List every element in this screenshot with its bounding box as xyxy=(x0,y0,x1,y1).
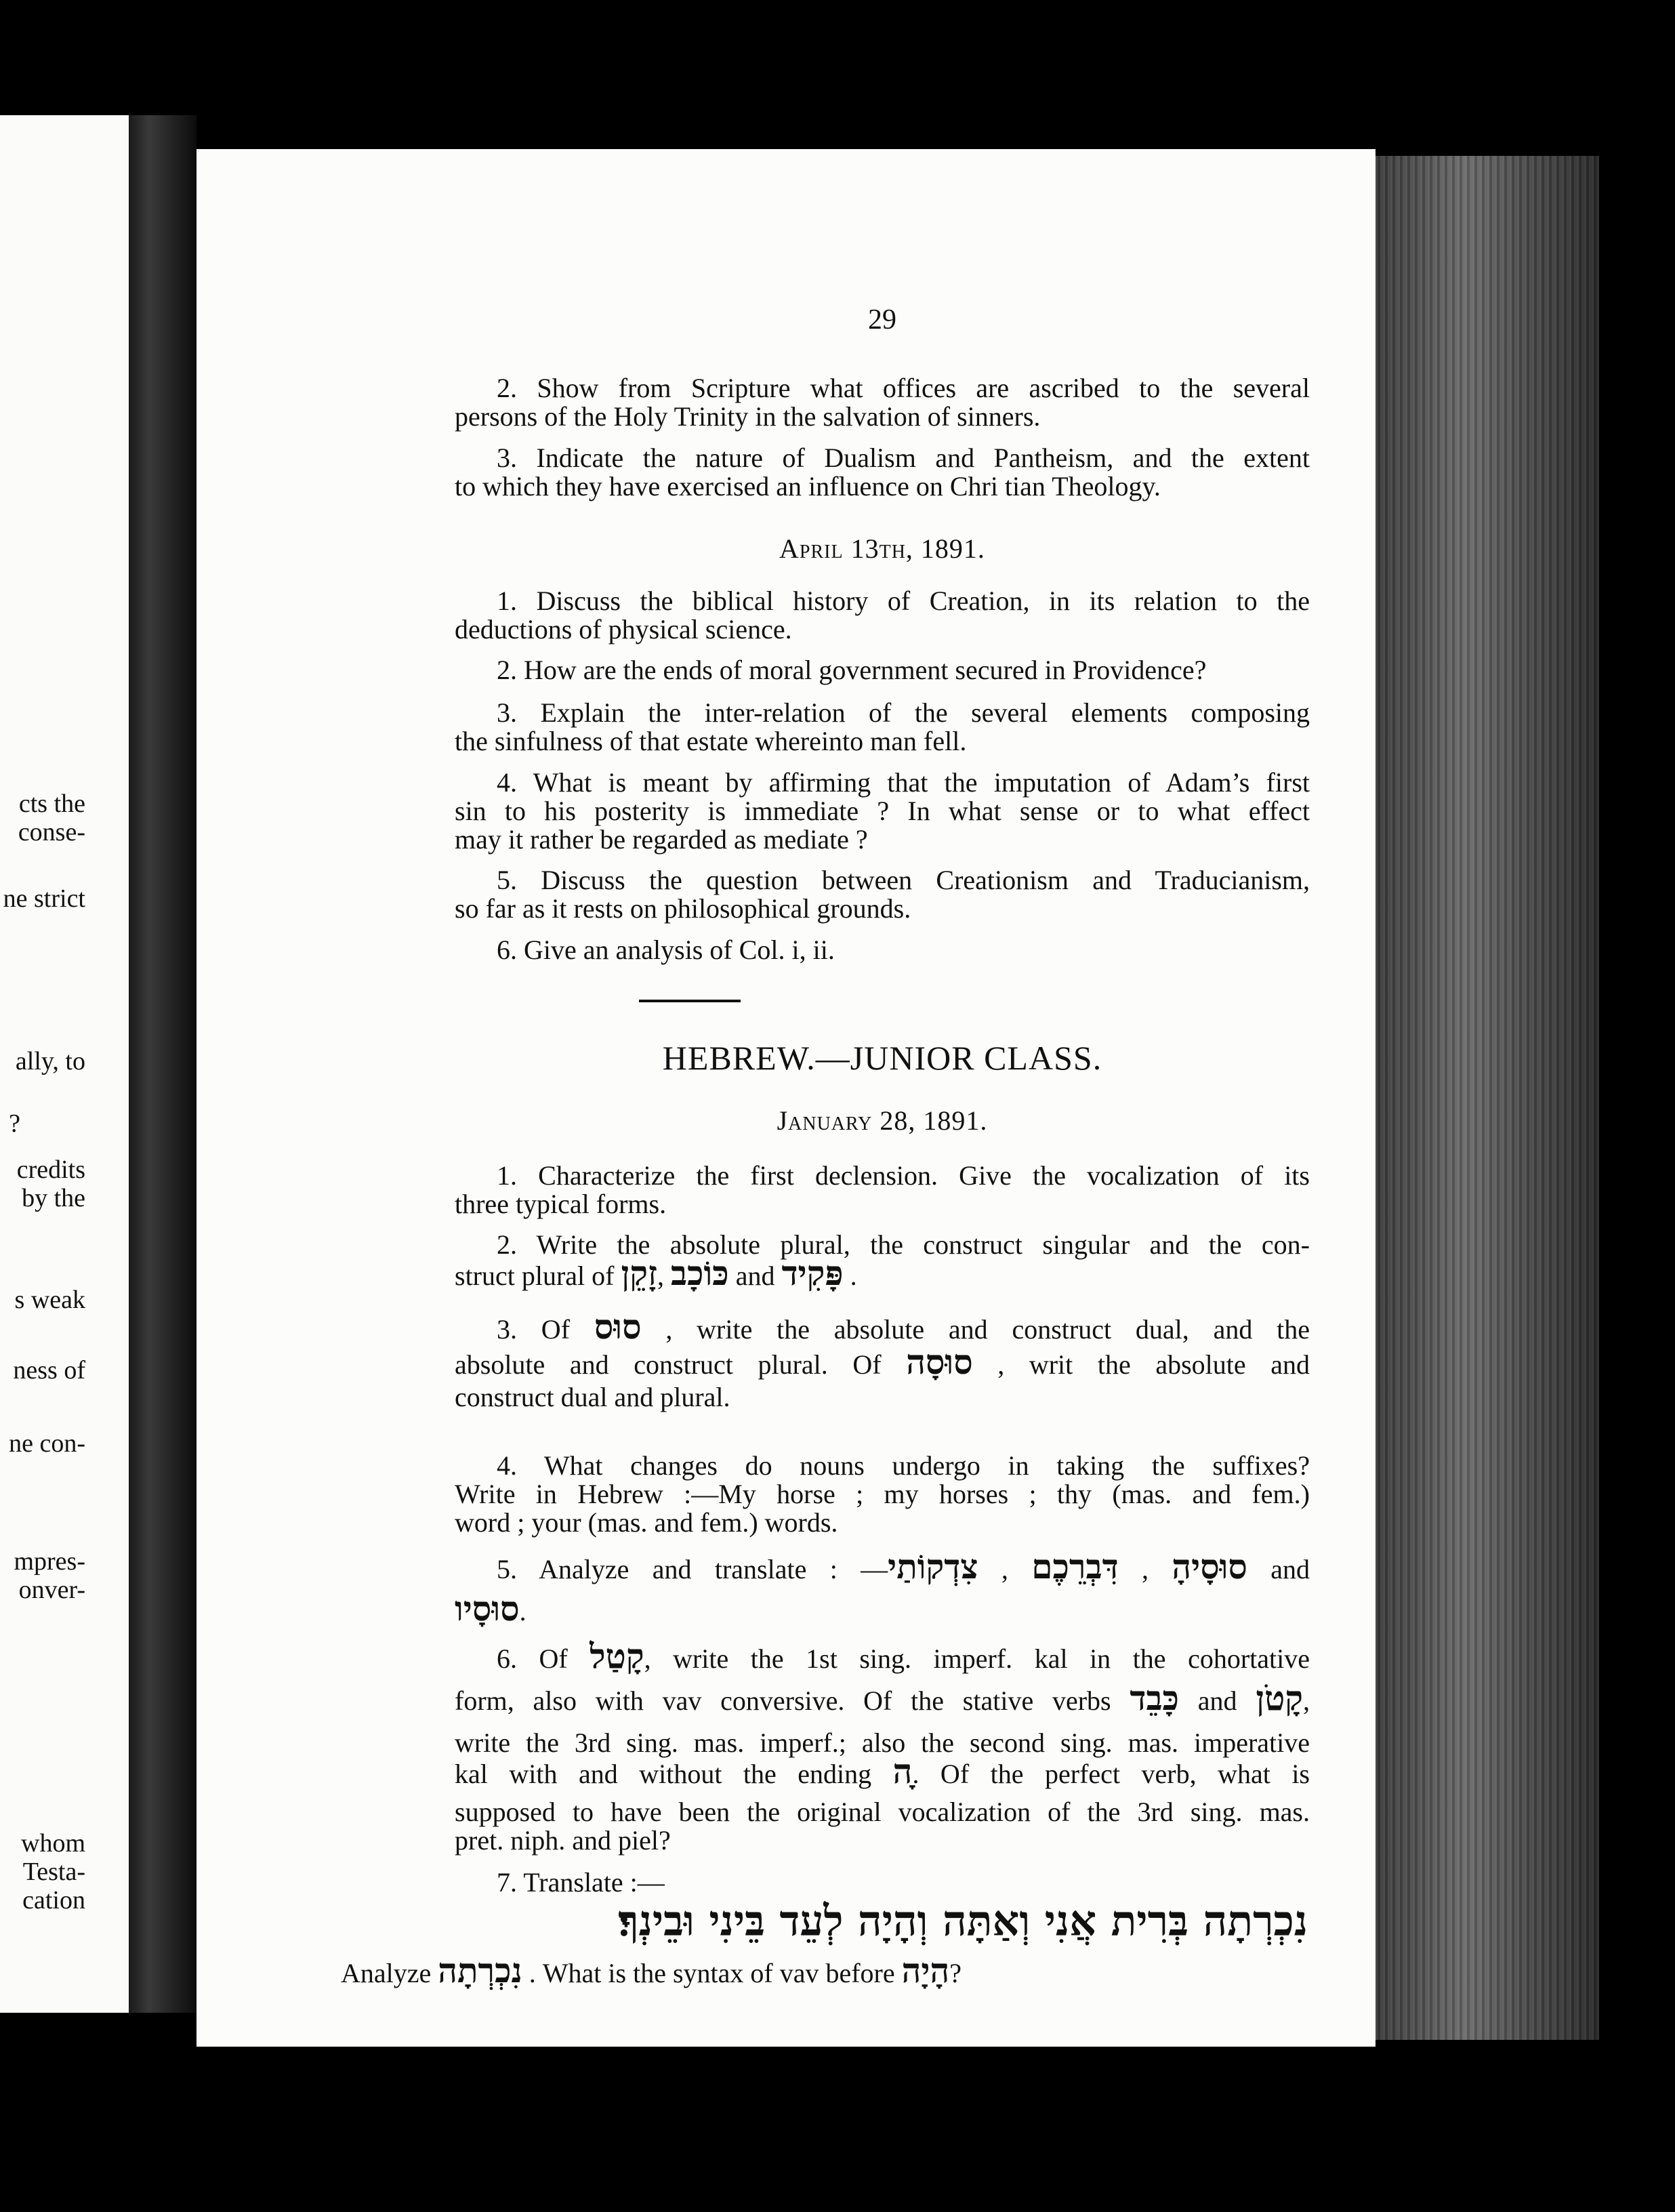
text-line: construct dual and plural. xyxy=(455,1382,730,1412)
april-question-1 xyxy=(455,587,1310,644)
left-fragment: ness of xyxy=(13,1356,85,1385)
text-line: 1. Discuss the biblical history of Creation, in its relation to the xyxy=(497,586,1310,616)
left-fragment: s weak xyxy=(14,1286,85,1314)
left-fragment: cation xyxy=(22,1886,85,1914)
text-fragment: . What is the syntax of vav before xyxy=(529,1958,895,1988)
left-fragment: ally, to xyxy=(15,1047,85,1076)
left-fragment: conse- xyxy=(18,818,85,846)
hebrew-question-1 xyxy=(455,1162,1310,1218)
text-line: 3. Indicate the nature of Dualism and Pantheism, and the extent xyxy=(497,443,1310,473)
text-line: 3. Explain the inter-relation of the several elements composing xyxy=(497,697,1310,728)
left-page-fragment xyxy=(0,115,129,2013)
hebrew-word: פָּקִיד xyxy=(781,1253,844,1293)
april-question-5 xyxy=(455,866,1310,923)
text-fragment: 3. Of xyxy=(497,1314,571,1345)
hebrew-question-5 xyxy=(455,1547,1310,1631)
text-line: to which they have exercised an influence on Chri tian Theology. xyxy=(455,471,1161,501)
hebrew-word: כּוֹכָב xyxy=(670,1253,729,1293)
hebrew-word: נִכְרְתָה xyxy=(438,1950,522,1990)
text-line: 5. Analyze and translate : —צִדְקוֹתַי , דִּבְרֵכֶם , סוּסָיהָ and xyxy=(497,1547,1310,1586)
text-line xyxy=(455,1589,1310,1631)
text-line: supposed to have been the original vocalization of the 3rd sing. mas. xyxy=(455,1797,1310,1827)
hebrew-translation-passage: נִכְרְתָה בְּרִית אֲנִי וְאַתָּה וְהָיָה לְעֵד בֵּינִי וּבֵינְךָ׃ xyxy=(618,1896,1308,1946)
text-line xyxy=(455,1253,1310,1297)
hebrew-word: קָטַל xyxy=(590,1636,644,1676)
text-line: 6. Give an analysis of Col. i, ii. xyxy=(497,935,835,965)
text-line: 2. Show from Scripture what offices are ascribed to the several xyxy=(497,373,1310,403)
text-fragment: . xyxy=(850,1261,857,1291)
left-fragment: ? xyxy=(9,1109,20,1138)
text-fragment: 5. Analyze and translate : — xyxy=(497,1554,888,1584)
april-question-3 xyxy=(455,699,1310,756)
text-fragment: absolute and construct plural. Of xyxy=(455,1349,882,1380)
hebrew-word: סוּסָיו xyxy=(455,1589,520,1629)
text-fragment: . Of the perfect verb, what is xyxy=(912,1759,1310,1789)
text-line: 2. How are the ends of moral government secured in Providence? xyxy=(497,655,1207,685)
text-line: 1. Characterize the first declension. Give the vocalization of its xyxy=(497,1160,1310,1191)
left-fragment: ne strict xyxy=(3,884,85,913)
hebrew-word: קָטֹן xyxy=(1256,1678,1304,1718)
book-gutter xyxy=(129,115,197,2013)
text-line: sin to his posterity is immediate ? In what sense or to what effect xyxy=(455,796,1310,826)
hebrew-question-4 xyxy=(455,1452,1310,1537)
text-fragment: and xyxy=(1270,1554,1310,1584)
hebrew-question-7-label: 7. Translate :— xyxy=(497,1867,665,1898)
text-line: 4. What is meant by affirming that the imputation of Adam’s first xyxy=(497,767,1310,798)
text-line: the sinfulness of that estate whereinto man fell. xyxy=(455,726,967,756)
text-line xyxy=(455,1637,1310,1679)
april-question-2 xyxy=(455,656,1310,684)
text-line: so far as it rests on philosophical grounds. xyxy=(455,893,911,924)
text-line xyxy=(455,1679,1310,1724)
hebrew-question-3 xyxy=(455,1307,1310,1412)
text-line: 5. Discuss the question between Creationism and Traducianism, xyxy=(497,865,1310,895)
text-fragment: 6. Of xyxy=(497,1643,568,1674)
text-fragment: . xyxy=(519,1596,526,1626)
text-line xyxy=(455,1342,1310,1382)
text-line: word ; your (mas. and fem.) words. xyxy=(455,1507,838,1538)
text-line: 2. Write the absolute plural, the construct singular and the con- xyxy=(497,1229,1310,1260)
april-question-6 xyxy=(455,936,1310,964)
hebrew-word: זָקֵן xyxy=(621,1253,657,1293)
april-date-heading: April 13th, 1891. xyxy=(779,533,985,564)
left-fragment: cts the xyxy=(18,790,85,818)
hebrew-word: סוּסָיהָ xyxy=(1172,1547,1247,1586)
text-fragment: , writ the absolute and xyxy=(997,1349,1310,1380)
text-fragment: and xyxy=(735,1261,775,1291)
main-page xyxy=(197,149,1376,2047)
text-line: write the 3rd sing. mas. imperf.; also the second sing. mas. imperative xyxy=(455,1727,1310,1758)
section-divider xyxy=(639,1000,741,1002)
text-fragment: , xyxy=(1303,1685,1310,1716)
text-line: pret. niph. and piel? xyxy=(455,1825,671,1856)
text-fragment: , xyxy=(657,1261,664,1291)
left-fragment: onver- xyxy=(18,1576,85,1604)
text-line: 4. What changes do nouns undergo in taking the suffixes? xyxy=(497,1450,1310,1481)
text-fragment: kal with and without the ending xyxy=(455,1759,872,1789)
text-fragment: and xyxy=(1197,1685,1237,1716)
text-line: may it rather be regarded as mediate ? xyxy=(455,824,868,855)
theology-question-2 xyxy=(455,374,1310,431)
hebrew-word: כָּבֵד xyxy=(1130,1678,1179,1718)
text-fragment: struct plural of xyxy=(455,1261,615,1291)
page-edges xyxy=(1376,156,1599,2040)
text-line: three typical forms. xyxy=(455,1189,667,1219)
theology-question-3 xyxy=(455,444,1310,501)
hebrew-question-2 xyxy=(455,1231,1310,1297)
hebrew-section-heading: HEBREW.—JUNIOR CLASS. xyxy=(662,1039,1102,1077)
hebrew-date-heading: January 28, 1891. xyxy=(777,1105,988,1136)
left-fragment: credits xyxy=(16,1155,85,1184)
left-fragment: whom xyxy=(21,1829,85,1858)
left-fragment: ne con- xyxy=(9,1429,85,1458)
hebrew-word: סוּסָה xyxy=(906,1342,973,1382)
page-number: 29 xyxy=(868,304,896,335)
hebrew-word: צִדְקוֹתַי xyxy=(888,1547,978,1586)
text-line xyxy=(455,1307,1310,1347)
text-fragment: ? xyxy=(949,1958,962,1988)
text-line: persons of the Holy Trinity in the salvation of sinners. xyxy=(455,401,1041,432)
text-fragment: , write the absolute and construct dual, and the xyxy=(665,1314,1310,1345)
text-line: Write in Hebrew :—My horse ; my horses ; thy (mas. and fem.) xyxy=(455,1479,1310,1509)
hebrew-word: הָיָה xyxy=(901,1950,950,1990)
text-fragment: Analyze xyxy=(341,1958,432,1988)
hebrew-question-7-analyze xyxy=(341,1950,961,1990)
left-fragment: mpres- xyxy=(14,1547,85,1576)
text-line: deductions of physical science. xyxy=(455,614,792,644)
left-fragment: Testa- xyxy=(22,1858,85,1886)
text-line xyxy=(455,1753,1310,1793)
april-question-4 xyxy=(455,769,1310,854)
hebrew-question-6 xyxy=(455,1636,1310,1856)
left-fragment: by the xyxy=(22,1184,85,1212)
hebrew-word: דִּבְרֵכֶם xyxy=(1031,1547,1119,1586)
hebrew-word: ָה xyxy=(892,1751,913,1791)
text-fragment: form, also with vav conversive. Of the stative verbs xyxy=(455,1685,1111,1716)
hebrew-word: סוּס xyxy=(594,1307,642,1347)
text-fragment: , write the 1st sing. imperf. kal in the cohortative xyxy=(644,1643,1310,1674)
